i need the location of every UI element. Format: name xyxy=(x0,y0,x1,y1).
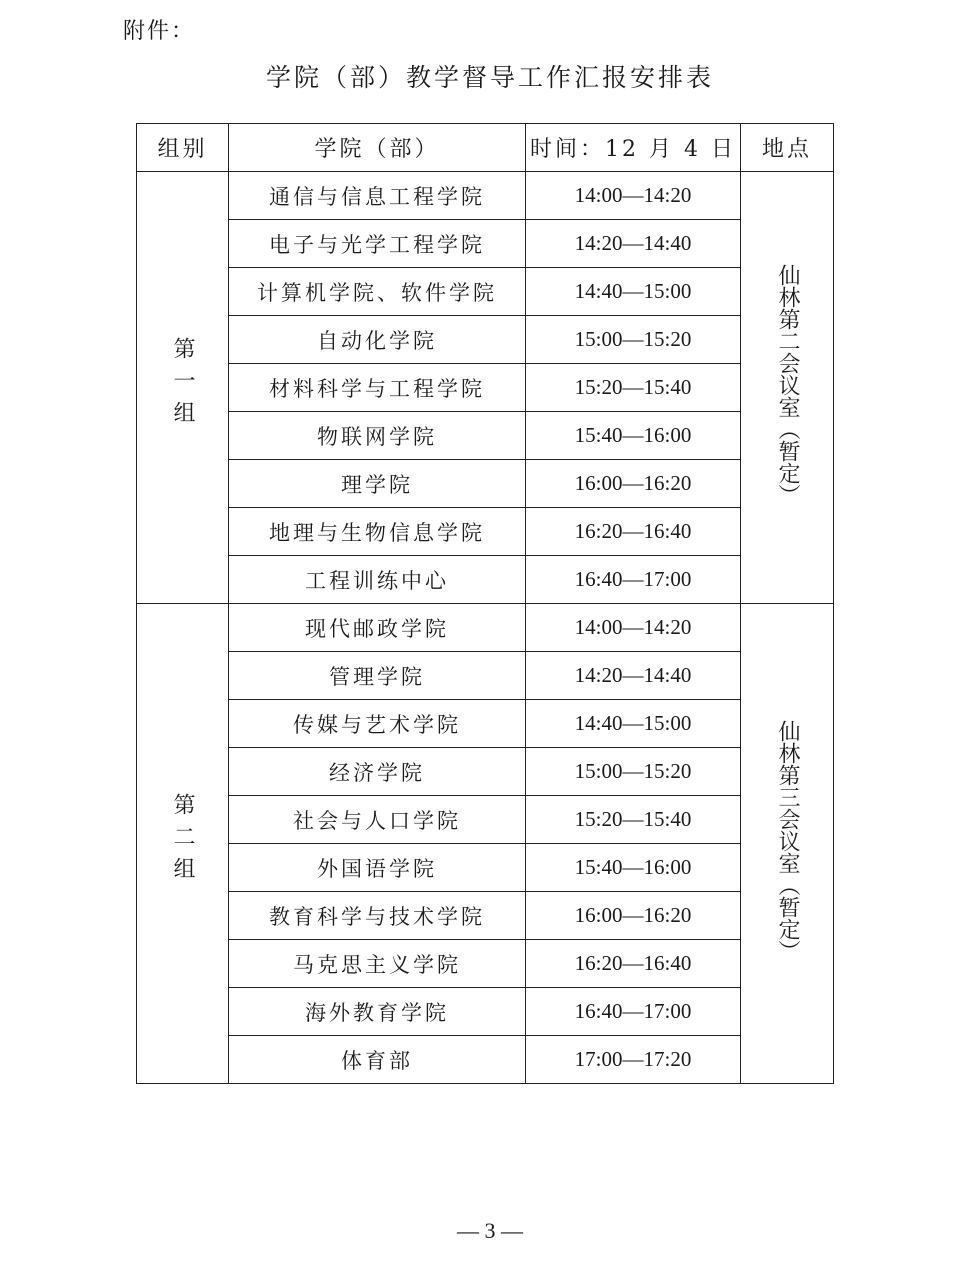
time-cell: 16:20—16:40 xyxy=(526,940,741,988)
time-cell: 16:20—16:40 xyxy=(526,508,741,556)
college-cell: 马克思主义学院 xyxy=(229,940,526,988)
college-cell: 理学院 xyxy=(229,460,526,508)
table-row xyxy=(137,700,834,748)
time-cell: 15:20—15:40 xyxy=(526,796,741,844)
header-time: 时间：12 月 4 日 xyxy=(526,124,741,172)
table-header-row xyxy=(137,124,834,172)
time-cell: 14:20—14:40 xyxy=(526,220,741,268)
college-cell: 电子与光学工程学院 xyxy=(229,220,526,268)
table-row xyxy=(137,1036,834,1084)
college-cell: 计算机学院、软件学院 xyxy=(229,268,526,316)
table-row xyxy=(137,172,834,220)
table-row xyxy=(137,652,834,700)
college-cell: 教育科学与技术学院 xyxy=(229,892,526,940)
table-row xyxy=(137,508,834,556)
college-cell: 外国语学院 xyxy=(229,844,526,892)
table-row xyxy=(137,220,834,268)
location-label: 仙林第三会议室（暂定） xyxy=(775,720,800,962)
time-cell: 15:40—16:00 xyxy=(526,844,741,892)
time-cell: 16:00—16:20 xyxy=(526,460,741,508)
schedule-table xyxy=(136,123,834,1084)
time-cell: 14:40—15:00 xyxy=(526,700,741,748)
page-number: — 3 — xyxy=(457,1218,523,1243)
location-label: 仙林第二会议室（暂定） xyxy=(775,264,800,506)
table-row xyxy=(137,892,834,940)
group-label: 第二组 xyxy=(170,793,195,889)
time-cell: 17:00—17:20 xyxy=(526,1036,741,1084)
table-row xyxy=(137,268,834,316)
college-cell: 传媒与艺术学院 xyxy=(229,700,526,748)
time-cell: 16:00—16:20 xyxy=(526,892,741,940)
table-row xyxy=(137,412,834,460)
time-cell: 14:00—14:20 xyxy=(526,604,741,652)
college-cell: 社会与人口学院 xyxy=(229,796,526,844)
college-cell: 管理学院 xyxy=(229,652,526,700)
time-cell: 14:20—14:40 xyxy=(526,652,741,700)
table-body xyxy=(137,172,834,1084)
college-cell: 经济学院 xyxy=(229,748,526,796)
time-cell: 16:40—17:00 xyxy=(526,556,741,604)
document-title: 学院（部）教学督导工作汇报安排表 xyxy=(265,63,714,92)
group-label: 第一组 xyxy=(170,337,195,433)
table-row xyxy=(137,316,834,364)
header-group: 组别 xyxy=(137,124,229,172)
time-cell: 15:00—15:20 xyxy=(526,316,741,364)
header-college: 学院（部） xyxy=(229,124,526,172)
time-cell: 15:00—15:20 xyxy=(526,748,741,796)
college-cell: 地理与生物信息学院 xyxy=(229,508,526,556)
time-cell: 15:20—15:40 xyxy=(526,364,741,412)
group-cell xyxy=(137,604,229,1084)
time-cell: 15:40—16:00 xyxy=(526,412,741,460)
table-row xyxy=(137,988,834,1036)
college-cell: 工程训练中心 xyxy=(229,556,526,604)
table-row xyxy=(137,844,834,892)
table-row xyxy=(137,460,834,508)
table-row xyxy=(137,940,834,988)
time-cell: 14:00—14:20 xyxy=(526,172,741,220)
time-cell: 14:40—15:00 xyxy=(526,268,741,316)
table-row xyxy=(137,556,834,604)
college-cell: 通信与信息工程学院 xyxy=(229,172,526,220)
attachment-label: 附件： xyxy=(123,19,196,44)
location-cell xyxy=(741,604,834,1084)
table-row xyxy=(137,796,834,844)
college-cell: 材料科学与工程学院 xyxy=(229,364,526,412)
group-cell xyxy=(137,172,229,604)
college-cell: 海外教育学院 xyxy=(229,988,526,1036)
college-cell: 自动化学院 xyxy=(229,316,526,364)
table-row xyxy=(137,604,834,652)
table-row xyxy=(137,748,834,796)
table-row xyxy=(137,364,834,412)
college-cell: 体育部 xyxy=(229,1036,526,1084)
college-cell: 物联网学院 xyxy=(229,412,526,460)
header-location: 地点 xyxy=(741,124,834,172)
location-cell xyxy=(741,172,834,604)
time-cell: 16:40—17:00 xyxy=(526,988,741,1036)
college-cell: 现代邮政学院 xyxy=(229,604,526,652)
